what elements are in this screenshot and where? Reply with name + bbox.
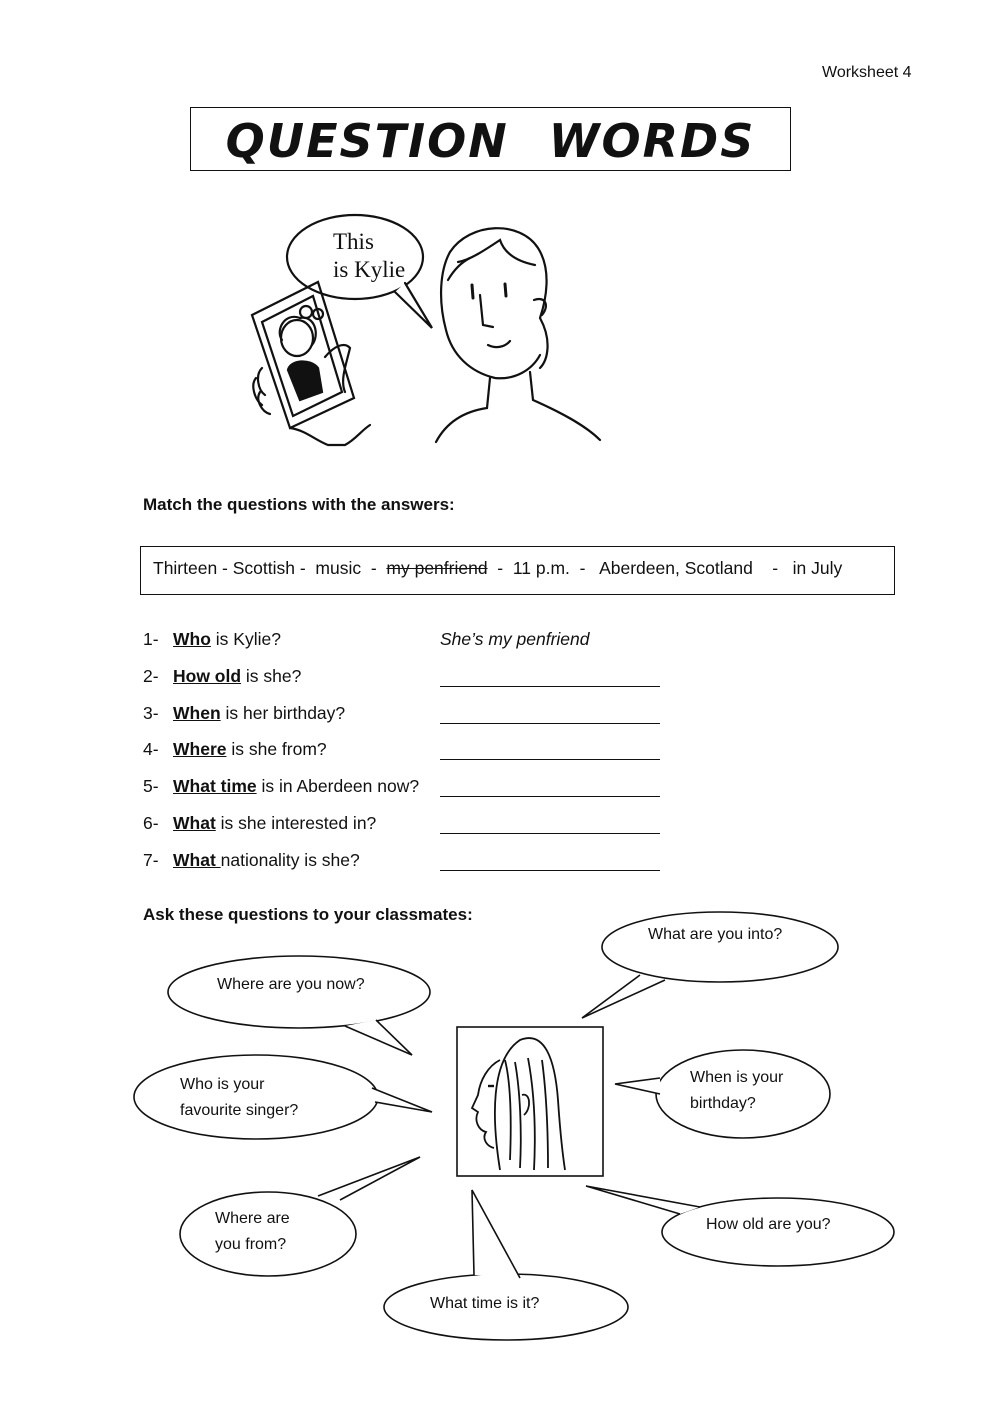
question-rest: nationality is she?: [220, 850, 360, 870]
question-rest: is her birthday?: [220, 703, 346, 723]
bubble-from-line1: Where are: [215, 1210, 290, 1227]
question-word: When: [173, 703, 221, 723]
answer-1: She’s my penfriend: [440, 629, 590, 649]
word-bank-after: - 11 p.m. - Aberdeen, Scotland - in July: [487, 558, 843, 578]
question-number: 3-: [143, 703, 159, 723]
speech-bubble-line1: This: [333, 229, 374, 254]
question-word: What: [173, 813, 216, 833]
question-word: Who: [173, 629, 211, 649]
question-rest: is she?: [241, 666, 302, 686]
question-rest: is she from?: [226, 739, 327, 759]
bubble-singer-line1: Who is your: [180, 1076, 265, 1093]
question-rest: is she interested in?: [215, 813, 377, 833]
question-rest: is Kylie?: [210, 629, 281, 649]
ask-heading: Ask these questions to your classmates:: [143, 905, 473, 924]
speech-bubble-line2: is Kylie: [333, 257, 406, 282]
question-number: 1-: [143, 629, 159, 649]
page-title: QUESTION WORDS: [225, 114, 756, 168]
match-heading: Match the questions with the answers:: [143, 495, 455, 514]
question-word: What time: [173, 776, 257, 796]
worksheet-label: Worksheet 4: [822, 64, 912, 81]
bubble-singer-line2: favourite singer?: [180, 1102, 299, 1119]
girl-picture-frame: [457, 1027, 603, 1176]
question-word: How old: [173, 666, 242, 686]
bubble-from-line2: you from?: [215, 1236, 287, 1253]
question-number: 5-: [143, 776, 159, 796]
bubble-time: What time is it?: [430, 1295, 540, 1312]
bubble-birthday-line1: When is your: [690, 1069, 784, 1086]
question-word: What: [173, 850, 221, 870]
question-number: 7-: [143, 850, 159, 870]
bubble-now: Where are you now?: [217, 976, 365, 993]
question-number: 4-: [143, 739, 159, 759]
word-bank-struck: my penfriend: [386, 558, 488, 578]
word-bank-before: Thirteen - Scottish - music -: [153, 558, 387, 578]
question-number: 6-: [143, 813, 159, 833]
bubble-old: How old are you?: [706, 1216, 831, 1233]
bubble-into: What are you into?: [648, 926, 783, 943]
bubble-birthday-line2: birthday?: [690, 1095, 756, 1112]
question-number: 2-: [143, 666, 159, 686]
question-word: Where: [173, 739, 227, 759]
question-rest: is in Aberdeen now?: [256, 776, 420, 796]
